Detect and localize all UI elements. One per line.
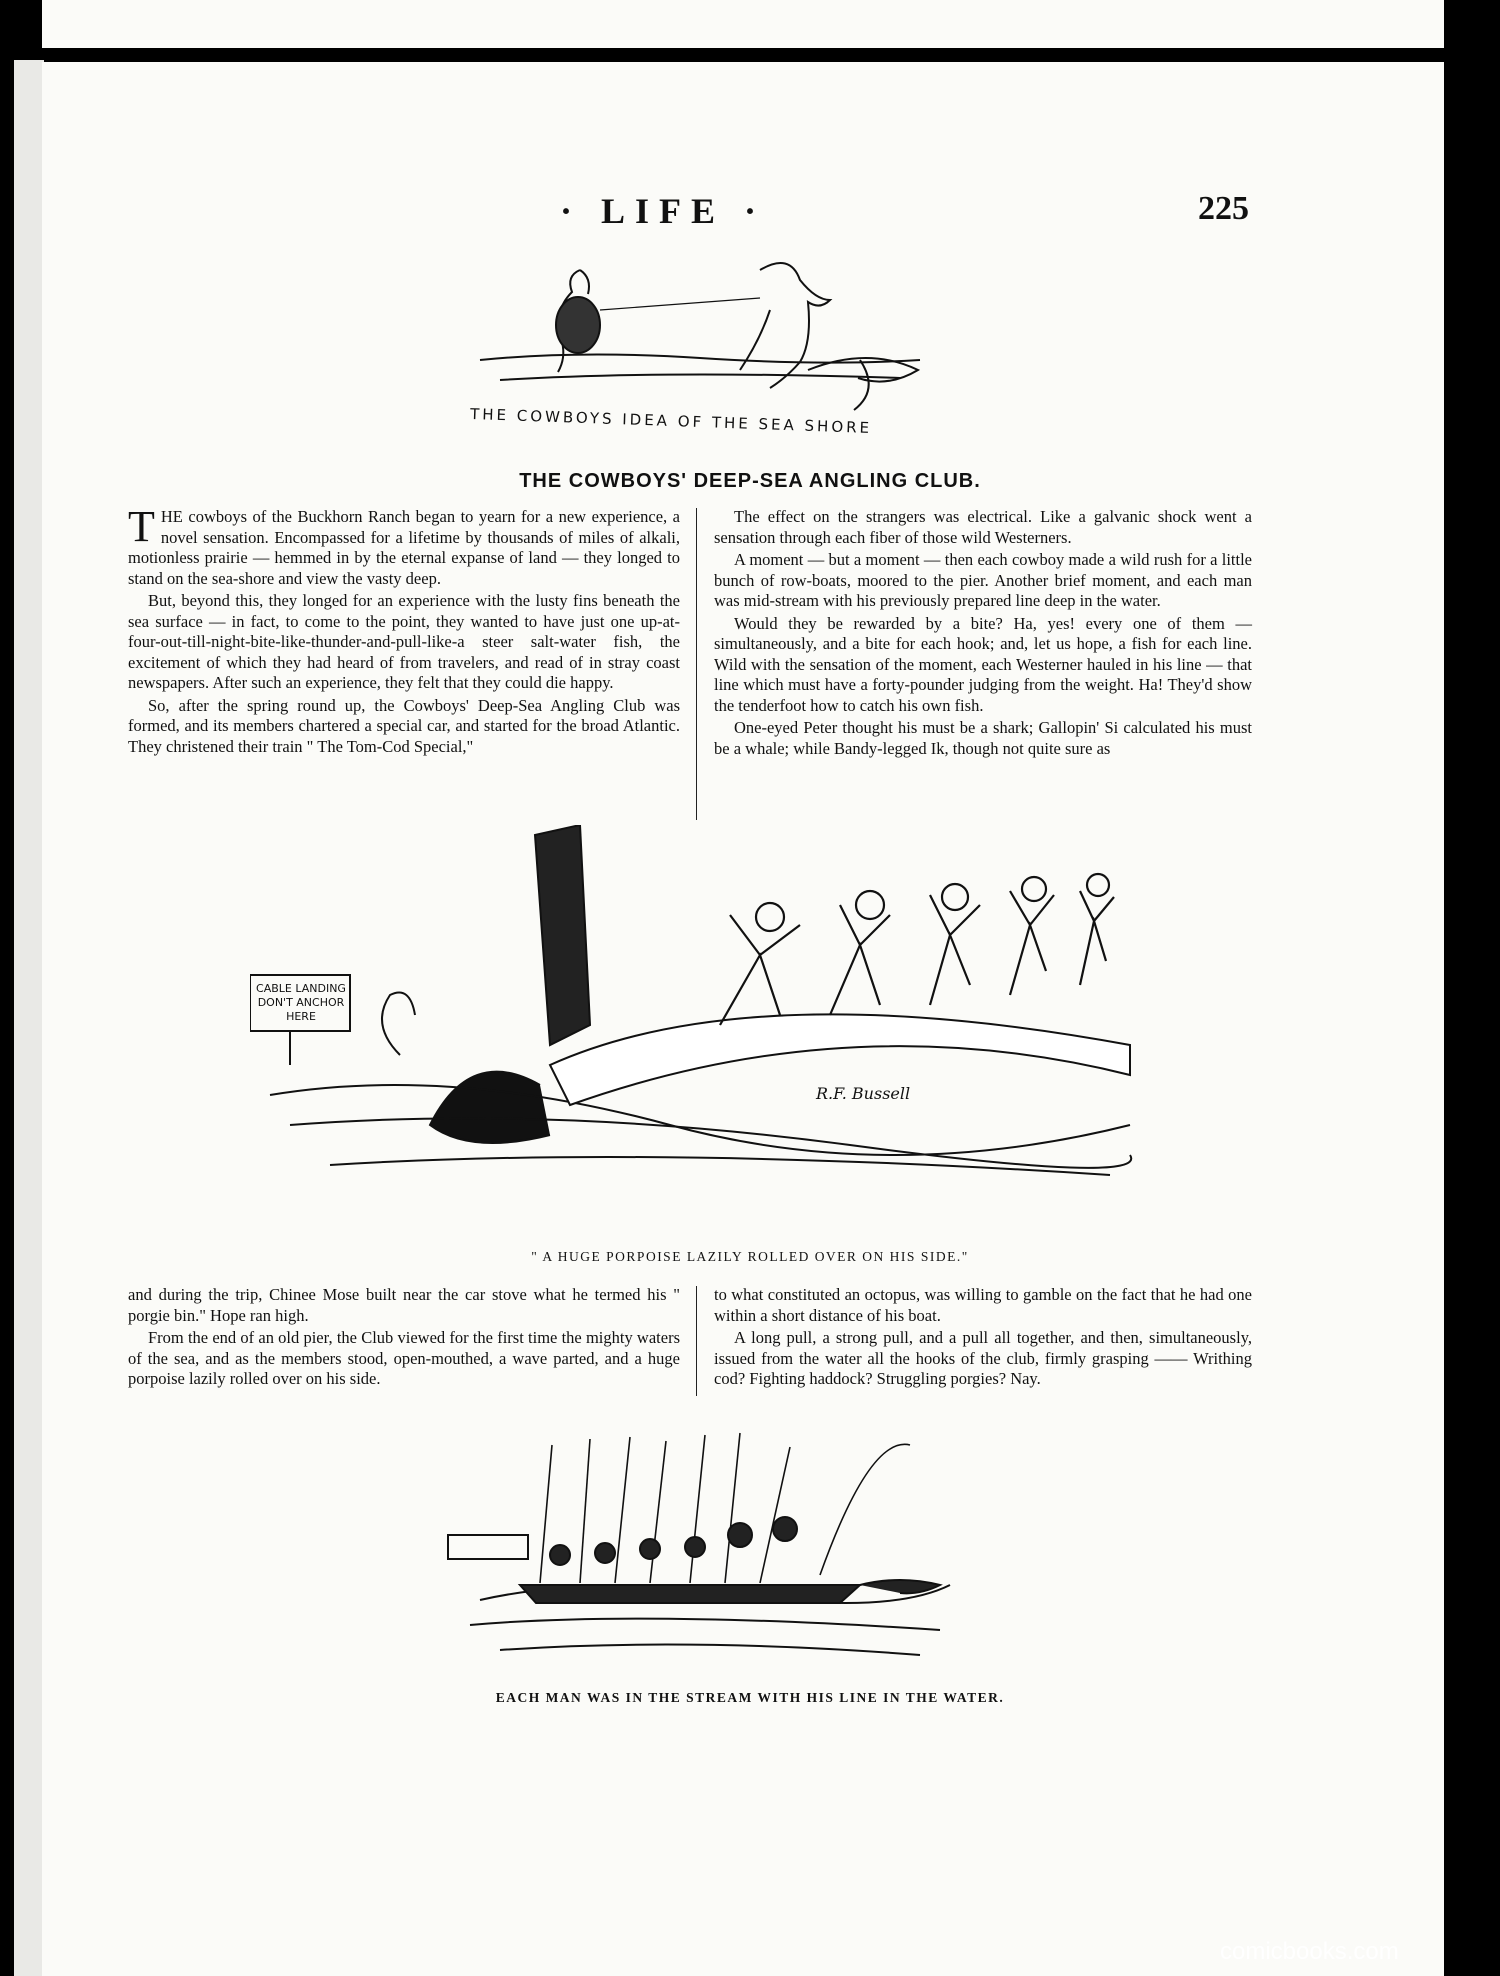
paragraph: But, beyond this, they longed for an experience with the lusty fins beneath the sea surface — in fact, to come to the point, they wanted to have just one up-at-four-out-till-night-bite-like-thunder-and-pull-like-a steer salt-water fish, the excitement of which they had heard of from travelers, and read of in stray coast newspapers. After such an experience, they felt that they could die happy. — [128, 591, 680, 692]
paragraph: So, after the spring round up, the Cowboys' Deep-Sea Angling Club was formed, and its members chartered a special car, and started for the broad Atlantic. They christened their train " The Tom-Cod Special," — [128, 695, 680, 756]
bottom-caption: EACH MAN WAS IN THE STREAM WITH HIS LINE IN THE WATER. — [495, 1690, 1005, 1705]
paragraph: The effect on the strangers was electrical. Like a galvanic shock went a sensation through each fiber of those wild Westerners. — [714, 507, 1252, 547]
column-divider — [696, 508, 697, 820]
paragraph: HE cowboys of the Buckhorn Ranch began to yearn for a new experience, a novel sensation. Encompassed for a lifetime by thousands of miles of alkali, motionless prairie — hemmed in by the eternal expanse of land — they longed to stand on the sea-shore and view the vasty deep. — [128, 507, 680, 588]
bottom-illustration — [440, 1425, 960, 1665]
paragraph: One-eyed Peter thought his must be a shark; Gallopin' Si calculated his must be a whale; while Bandy-legged Ik, though not quite sure as — [714, 718, 1252, 758]
column-divider — [696, 1286, 697, 1396]
paragraph: From the end of an old pier, the Club viewed for the first time the mighty waters of the sea, and as the members stood, open-mouthed, a wave parted, and a huge porpoise lazily rolled over on his side. — [128, 1328, 680, 1388]
left-column-top — [128, 502, 680, 757]
binding-spine — [14, 60, 44, 1976]
cable-sign-text: CABLE LANDING DON'T ANCHOR HERE — [256, 982, 346, 1023]
right-column-bottom — [714, 1285, 1252, 1390]
watermark: comicbooks.com — [1220, 1938, 1399, 1965]
paragraph: A long pull, a strong pull, and a pull all together, and then, simultaneously, issued from the water all the hooks of the club, firmly grasping —— Writhing cod? Fighting haddock? Struggling porgies? Nay. — [714, 1328, 1252, 1388]
magazine-title: · LIFE · — [560, 191, 767, 231]
top-illustration-caption: THE COWBOYS IDEA OF THE SEA SHORE — [469, 404, 873, 438]
middle-caption: " A HUGE PORPOISE LAZILY ROLLED OVER ON HIS SIDE." — [531, 1249, 969, 1264]
paragraph: to what constituted an octopus, was willing to gamble on the fact that he had one within a short distance of his boat. — [714, 1285, 1252, 1325]
previous-page-edge — [42, 0, 1444, 48]
middle-illustration — [250, 825, 1150, 1205]
paragraph: and during the trip, Chinee Mose built near the car stove what he termed his " porgie bin." Hope ran high. — [128, 1285, 680, 1325]
paragraph: A moment — but a moment — then each cowboy made a wild rush for a little bunch of row-boats, moored to the pier. Another brief moment, and each man was mid-stream with his previously prepared line deep in the water. — [714, 550, 1252, 610]
right-column-top — [714, 507, 1252, 759]
article-title: THE COWBOYS' DEEP-SEA ANGLING CLUB. — [519, 470, 981, 492]
page-number: 225 — [1198, 190, 1249, 227]
drop-cap: T — [128, 502, 155, 551]
artist-signature: R.F. Bussell — [816, 1084, 911, 1103]
left-column-bottom — [128, 1285, 680, 1390]
paragraph: Would they be rewarded by a bite? Ha, yes! every one of them — simultaneously, and a bite for each hook; and, let us hope, a fish for each line. Wild with the sensation of the moment, each Westerner hauled in his line — that line which must have a forty-pounder judging from the weight. Ha! They'd show the tenderfoot how to catch his own fish. — [714, 613, 1252, 715]
